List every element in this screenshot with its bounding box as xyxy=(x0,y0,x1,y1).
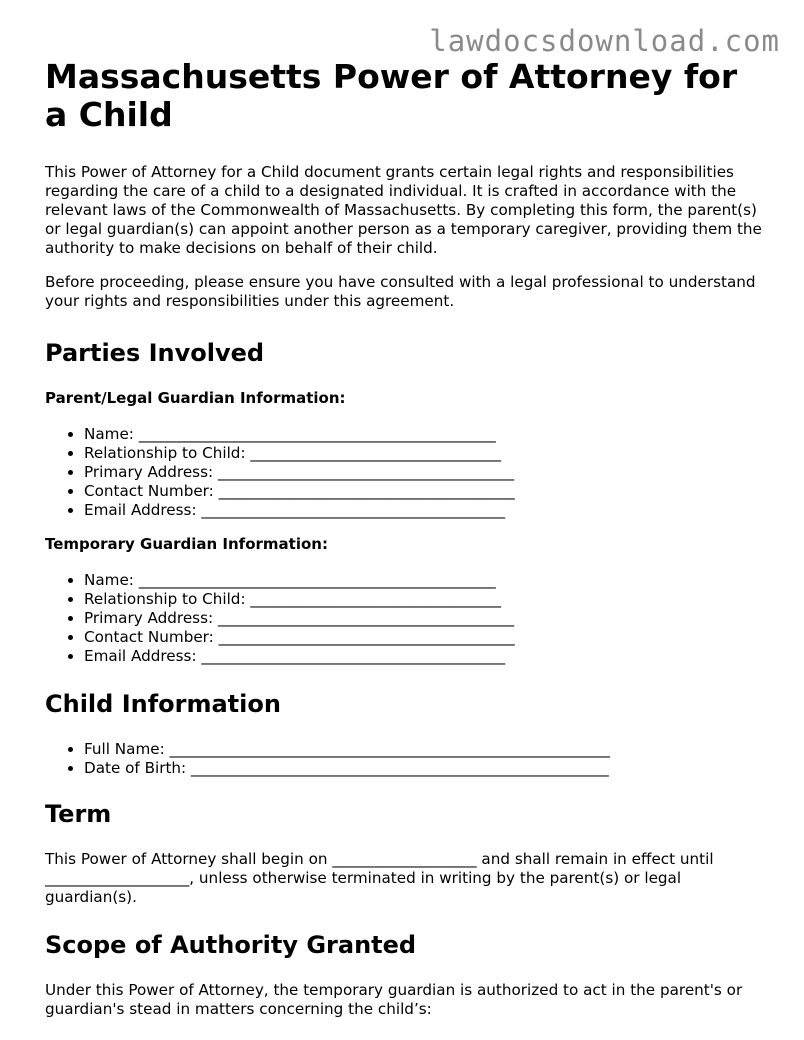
parent-info-heading: Parent/Legal Guardian Information: xyxy=(45,389,346,407)
parent-address-field: • Primary Address: _______________________________________ xyxy=(84,463,770,482)
parties-heading: Parties Involved xyxy=(45,339,265,367)
parent-relationship-field: • Relationship to Child: _________________________________ xyxy=(84,444,770,463)
parent-info-list xyxy=(45,425,770,520)
parent-name-field: • Name: _______________________________________________ xyxy=(84,425,770,444)
scope-heading: Scope of Authority Granted xyxy=(45,931,417,959)
document-page xyxy=(45,58,770,1034)
consult-paragraph: Before proceeding, please ensure you have consulted with a legal professional to understand your rights and responsibilities under this agreement. xyxy=(45,273,756,310)
parent-email-field: • Email Address: ________________________________________ xyxy=(84,501,770,520)
child-info-heading: Child Information xyxy=(45,690,281,718)
term-paragraph: This Power of Attorney shall begin on ___________________ and shall remain in effect until ___________________, unless otherwise terminated in writing by the parent(s) or legal guardian(s). xyxy=(45,850,714,906)
child-full-name-field: • Full Name: __________________________________________________________ xyxy=(84,740,770,759)
scope-paragraph: Under this Power of Attorney, the temporary guardian is authorized to act in the parent's or guardian's stead in matters concerning the child’s: xyxy=(45,981,743,1018)
page-title: Massachusetts Power of Attorney for a Child xyxy=(45,57,738,134)
child-dob-field: • Date of Birth: _______________________________________________________ xyxy=(84,759,770,778)
temporary-guardian-list xyxy=(45,571,770,666)
watermark: lawdocsdownload.com xyxy=(429,24,780,58)
guardian-relationship-field: • Relationship to Child: _________________________________ xyxy=(84,590,770,609)
guardian-name-field: • Name: _______________________________________________ xyxy=(84,571,770,590)
term-heading: Term xyxy=(45,800,112,828)
guardian-address-field: • Primary Address: _______________________________________ xyxy=(84,609,770,628)
intro-paragraph: This Power of Attorney for a Child document grants certain legal rights and responsibilities regarding the care of a child to a designated individual. It is crafted in accordance with the relevant laws of the Commonwealth of Massachusetts. By completing this form, the parent(s) or legal guardian(s) can appoint another person as a temporary caregiver, providing them the authority to make decisions on behalf of their child. xyxy=(45,163,762,257)
parent-contact-field: • Contact Number: _______________________________________ xyxy=(84,482,770,501)
guardian-email-field: • Email Address: ________________________________________ xyxy=(84,647,770,666)
guardian-contact-field: • Contact Number: _______________________________________ xyxy=(84,628,770,647)
temporary-guardian-heading: Temporary Guardian Information: xyxy=(45,535,328,553)
child-info-list xyxy=(45,740,770,778)
